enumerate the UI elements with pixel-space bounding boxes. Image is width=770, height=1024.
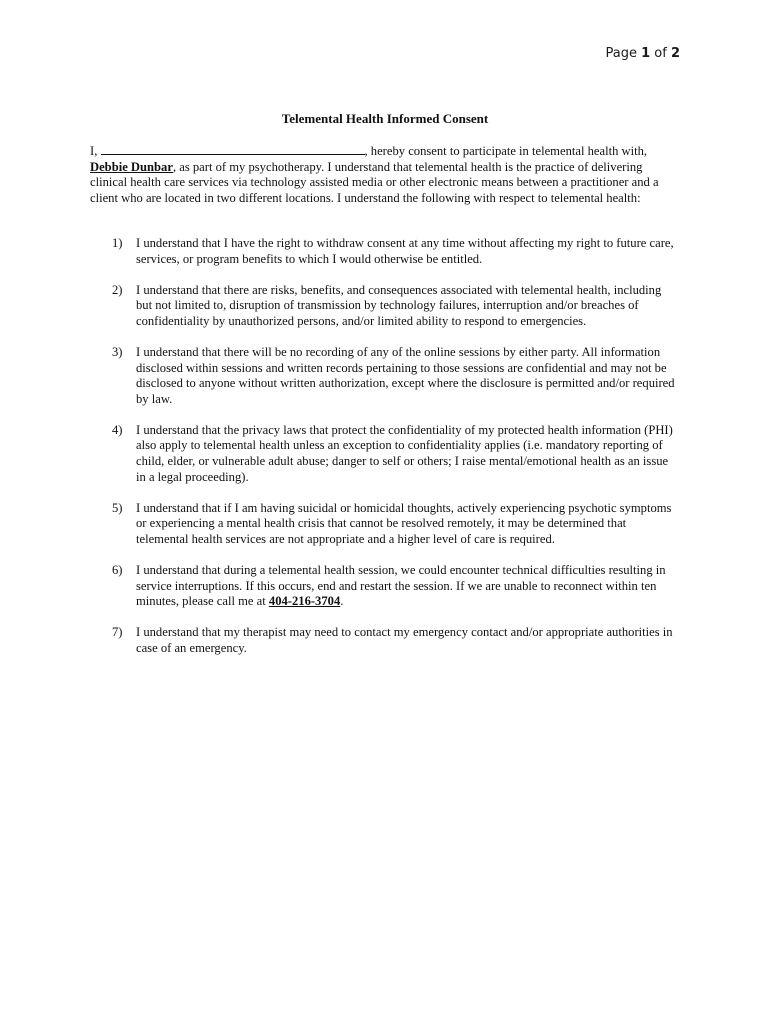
list-item [112, 345, 680, 407]
consent-items-list [112, 236, 680, 672]
page-number-separator: of [650, 46, 671, 61]
document-title: Telemental Health Informed Consent [281, 111, 489, 126]
phone-number: 404-216-3704 [268, 594, 341, 609]
item-number: 5) [112, 500, 123, 515]
intro-rest: , as part of my psychotherapy. I understand that telemental health is the practice of delivering clinical health care services via technology assisted media or other electronic means between a practitioner and a client who are located in two different locations. I understand the following with respect to telemental health: [90, 159, 659, 205]
item-number: 3) [112, 344, 123, 359]
item-text: I understand that there will be no recording of any of the online sessions by either party. All information disclosed within sessions and written records pertaining to those sessions are confidential and may not be disclosed to anyone without written authorization, except where the disclosure is permitted and/or required by law. [136, 344, 675, 406]
list-item [112, 283, 680, 330]
list-item [112, 501, 680, 548]
item-number: 1) [112, 236, 123, 250]
page-number-total: 2 [670, 46, 680, 61]
item-number: 7) [112, 625, 123, 640]
therapist-name: Debbie Dunbar [90, 159, 173, 174]
item-text: I understand that during a telemental health session, we could encounter technical difficulties resulting in service interruptions. If this occurs, end and restart the session. If we are unable to reconnect within ten minutes, please call me at [136, 563, 666, 609]
page-number [606, 46, 681, 61]
list-item [112, 563, 680, 610]
intro-paragraph [90, 143, 680, 206]
intro-consent-text: , hereby consent to participate in telemental health with, [364, 144, 648, 158]
item-text: I understand that if I am having suicidal or homicidal thoughts, actively experiencing psychotic symptoms or experiencing a mental health crisis that cannot be resolved remotely, it may be determined that telemental health services are not appropriate and a higher level of care is required. [136, 500, 672, 546]
list-item [112, 236, 680, 267]
item-number: 6) [112, 563, 123, 577]
item-text: I understand that I have the right to withdraw consent at any time without affecting my right to future care, services, or program benefits to which I would otherwise be entitled. [136, 236, 674, 266]
list-item [112, 423, 680, 485]
item-text: I understand that there are risks, benefits, and consequences associated with telemental health, including but not limited to, disruption of transmission by technology failures, interruption and/or breaches of confidentiality by unauthorized persons, and/or limited ability to respond to emergencies. [136, 282, 662, 328]
item-number: 2) [112, 282, 123, 297]
intro-lead: I, [90, 144, 101, 158]
list-item [112, 625, 680, 656]
client-name-blank[interactable] [101, 143, 365, 155]
item-number: 4) [112, 422, 123, 437]
page-number-current: 1 [641, 46, 651, 61]
item-text: I understand that my therapist may need to contact my emergency contact and/or appropriate authorities in case of an emergency. [136, 625, 673, 655]
item-text-end: . [340, 594, 344, 609]
item-text: I understand that the privacy laws that protect the confidentiality of my protected health information (PHI) also apply to telemental health unless an exception to confidentiality applies (i.e. mandatory reporting of child, elder, or vulnerable adult abuse; danger to self or others; I raise mental/emotional health as an issue in a legal proceeding). [136, 422, 673, 484]
page-number-prefix: Page [605, 46, 642, 61]
